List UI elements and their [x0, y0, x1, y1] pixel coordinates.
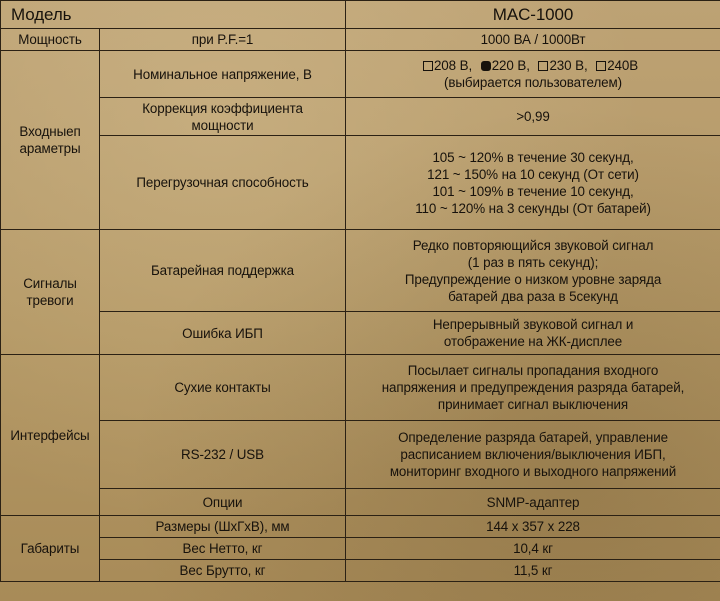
voltage-value — [346, 51, 720, 98]
table-row — [1, 230, 720, 312]
ups-error-value — [346, 312, 720, 355]
table-header — [1, 1, 720, 29]
alarms-group — [1, 230, 100, 355]
battery-value — [346, 230, 720, 312]
power-condition: при P.F.=1 — [100, 29, 346, 51]
pf-label-line1: Коррекция коэффициента — [142, 100, 303, 116]
checkbox-filled-icon — [481, 61, 491, 71]
battery-label: Батарейная поддержка — [100, 230, 346, 312]
options-value: SNMP-адаптер — [346, 489, 720, 516]
overload-label: Перегрузочная способность — [100, 136, 346, 230]
table-row — [1, 98, 720, 136]
size-label: Размеры (ШхГхВ), мм — [100, 516, 346, 538]
voltage-options — [350, 57, 716, 74]
header-model: MAC-1000 — [346, 1, 720, 29]
pf-label — [100, 98, 346, 136]
table-row — [1, 29, 720, 51]
ups-error-line: отображение на ЖК-дисплее — [443, 334, 623, 349]
rs232-value — [346, 421, 720, 489]
alarms-group-line2: тревоги — [26, 293, 74, 308]
table-row — [1, 489, 720, 516]
overload-line: 110 ~ 120% на 3 секунды (От батарей) — [415, 200, 651, 216]
table-row — [1, 51, 720, 98]
voltage-option-220: 220 В, — [481, 58, 530, 73]
rs232-label: RS-232 / USB — [100, 421, 346, 489]
interfaces-group: Интерфейсы — [1, 355, 100, 516]
table-row — [1, 312, 720, 355]
input-group-line2: араметры — [19, 141, 81, 156]
overload-line: 105 ~ 120% в течение 30 секунд, — [432, 149, 634, 165]
battery-line: Редко повторяющийся звуковой сигнал — [412, 237, 654, 253]
pf-value: >0,99 — [346, 98, 720, 136]
dry-contacts-value — [346, 355, 720, 421]
voltage-label: Номинальное напряжение, В — [100, 51, 346, 98]
rs232-line: Определение разряда батарей, управление — [398, 430, 668, 445]
checkbox-icon — [596, 61, 606, 71]
input-group-line1: Входныеп — [19, 124, 81, 139]
power-group: Мощность — [1, 29, 100, 51]
checkbox-icon — [423, 61, 433, 71]
table-row — [1, 560, 720, 582]
table-row — [1, 538, 720, 560]
voltage-note: (выбирается пользователем) — [444, 75, 622, 90]
net-weight-value: 10,4 кг — [346, 538, 720, 560]
header-param: Модель — [1, 1, 346, 29]
dry-line: Посылает сигналы пропадания входного — [407, 363, 659, 378]
overload-line: 121 ~ 150% на 10 секунд (От сети) — [427, 166, 639, 182]
battery-line: (1 раз в пять секунд); — [467, 254, 599, 270]
alarms-group-line1: Сигналы — [23, 276, 77, 291]
power-value: 1000 ВА / 1000Вт — [346, 29, 720, 51]
table-row — [1, 136, 720, 230]
size-value: 144 x 357 x 228 — [346, 516, 720, 538]
voltage-option-208: 208 В, — [423, 58, 472, 73]
voltage-option-230: 230 В, — [538, 58, 587, 73]
dry-line: напряжения и предупреждения разряда батарей, — [381, 380, 685, 395]
table-row — [1, 421, 720, 489]
overload-value — [346, 136, 720, 230]
input-group — [1, 51, 100, 230]
dry-contacts-label: Сухие контакты — [100, 355, 346, 421]
pf-label-line2: мощности — [191, 117, 254, 133]
table-row — [1, 516, 720, 538]
options-label: Опции — [100, 489, 346, 516]
rs232-line: расписанием включения/выключения ИБП, — [400, 447, 666, 462]
ups-error-line: Непрерывный звуковой сигнал и — [432, 317, 634, 332]
ups-error-label: Ошибка ИБП — [100, 312, 346, 355]
gross-weight-value: 11,5 кг — [346, 560, 720, 582]
voltage-option-240: 240В — [596, 58, 638, 73]
overload-line: 101 ~ 109% в течение 10 секунд, — [432, 183, 634, 199]
checkbox-icon — [538, 61, 548, 71]
battery-line: батарей два раза в 5секунд — [448, 288, 618, 304]
gross-weight-label: Вес Брутто, кг — [100, 560, 346, 582]
net-weight-label: Вес Нетто, кг — [100, 538, 346, 560]
table-row — [1, 355, 720, 421]
rs232-line: мониторинг входного и выходного напряжений — [389, 464, 677, 479]
battery-line: Предупреждение о низком уровне заряда — [404, 271, 662, 287]
dimensions-group: Габариты — [1, 516, 100, 582]
dry-line: принимает сигнал выключения — [437, 397, 629, 412]
